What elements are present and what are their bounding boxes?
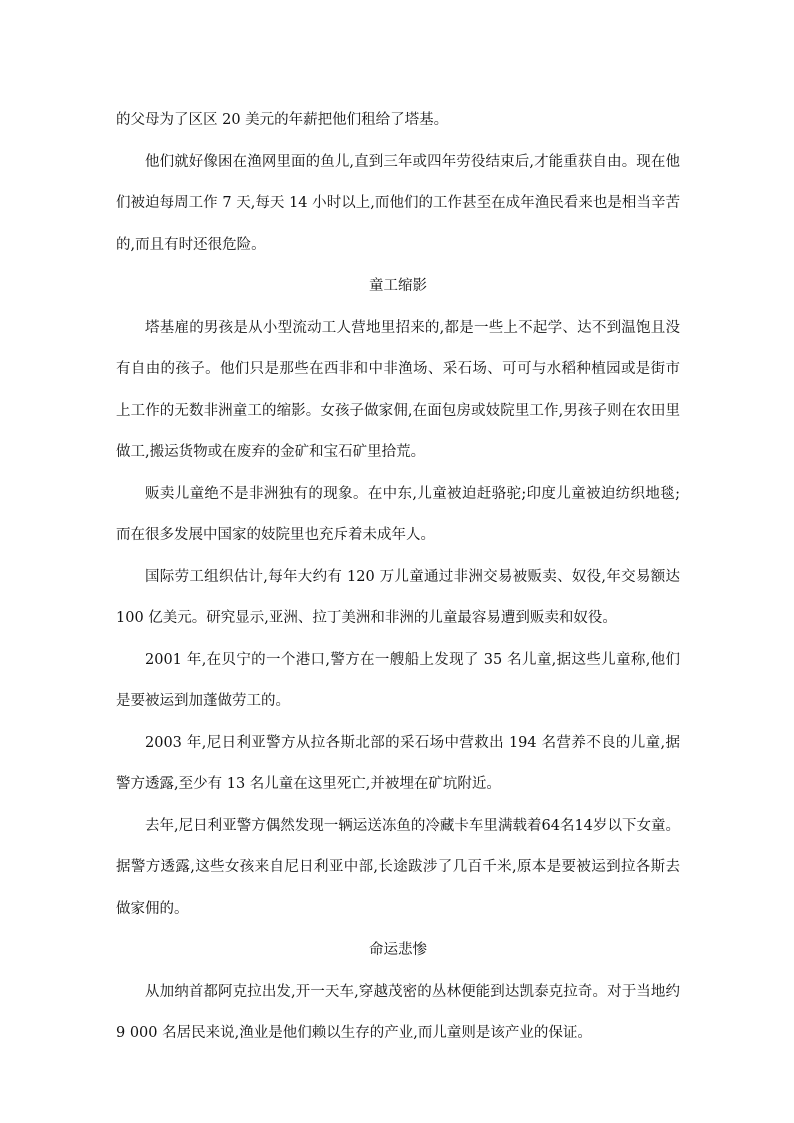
paragraph-ghana: 从加纳首都阿克拉出发,开一天车,穿越茂密的丛林便能到达凯泰克拉奇。对于当地约 9 000 名居民来说,渔业是他们赖以生存的产业,而儿童则是该产业的保证。 xyxy=(116,983,680,1041)
paragraph-nigeria-truck: 去年,尼日利亚警方偶然发现一辆运送冻鱼的冷藏卡车里满载着64名14岁以下女童。据警方透露,这些女孩来自尼日利亚中部,长途跋涉了几百千米,原本是要被运到拉各斯去做家佣的。 xyxy=(116,817,680,917)
paragraph-benin-2001: 2001 年,在贝宁的一个港口,警方在一艘船上发现了 35 名儿童,据这些儿童称,他们是要被运到加蓬做劳工的。 xyxy=(116,651,680,709)
document-page xyxy=(116,100,680,1055)
paragraph-nigeria-2003: 2003 年,尼日利亚警方从拉各斯北部的采石场中营救出 194 名营养不良的儿童,据警方透露,至少有 13 名儿童在这里死亡,并被埋在矿坑附近。 xyxy=(116,734,680,792)
paragraph-fishing-boys: 他们就好像困在渔网里面的鱼儿,直到三年或四年劳役结束后,才能重获自由。现在他们被迫每周工作 7 天,每天 14 小时以上,而他们的工作甚至在成年渔民看来也是相当辛苦的,而且有时还很危险。 xyxy=(116,153,680,253)
paragraph-ilo-estimate: 国际劳工组织估计,每年大约有 120 万儿童通过非洲交易被贩卖、奴役,年交易额达 100 亿美元。研究显示,亚洲、拉丁美洲和非洲的儿童最容易遭到贩卖和奴役。 xyxy=(116,568,680,626)
section-title-fate: 命运悲惨 xyxy=(369,942,427,958)
section-title-child-labor: 童工缩影 xyxy=(369,278,427,294)
paragraph-continuation: 的父母为了区区 20 美元的年薪把他们租给了塔基。 xyxy=(116,112,449,128)
paragraph-child-labor: 塔基雇的男孩是从小型流动工人营地里招来的,都是一些上不起学、达不到温饱且没有自由的孩子。他们只是那些在西非和中非渔场、采石场、可可与水稻种植园或是街市上工作的无数非洲童工的缩影。女孩子做家佣,在面包房或妓院里工作,男孩子则在农田里做工,搬运货物或在废弃的金矿和宝石矿里拾荒。 xyxy=(116,319,680,460)
document-body xyxy=(116,100,680,1055)
paragraph-trafficking-global: 贩卖儿童绝不是非洲独有的现象。在中东,儿童被迫赶骆驼;印度儿童被迫纺织地毯;而在很多发展中国家的妓院里也充斥着未成年人。 xyxy=(116,485,680,543)
